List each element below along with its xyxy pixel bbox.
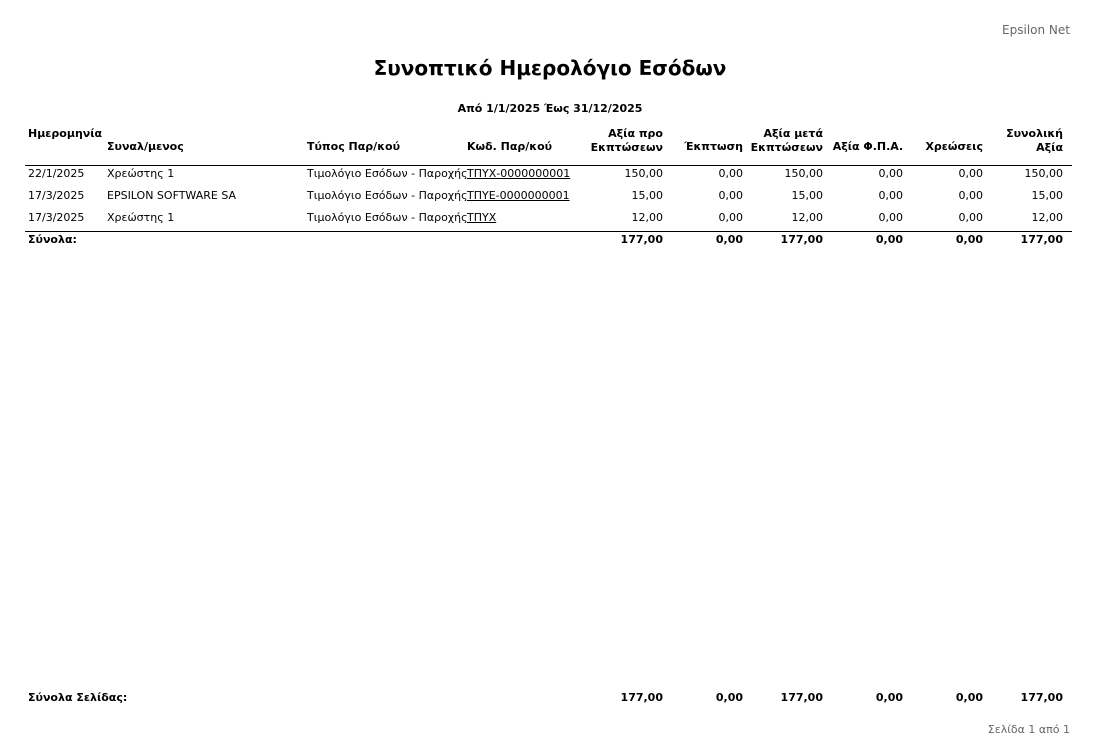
row-post-discount: 150,00 (784, 167, 823, 180)
header-pre-discount (563, 127, 663, 155)
header-divider (25, 165, 1072, 166)
page-number: Σελίδα 1 από 1 (987, 723, 1070, 736)
row-total: 150,00 (1024, 167, 1063, 180)
row-pre-discount: 150,00 (624, 167, 663, 180)
page-totals-post-discount: 177,00 (780, 691, 823, 704)
header-post-discount-line2: Εκπτώσεων (750, 141, 823, 154)
row-date: 22/1/2025 (28, 167, 85, 180)
page-totals-total: 177,00 (1020, 691, 1063, 704)
row-doc-type: Τιμολόγιο Εσόδων - Παροχής (307, 189, 468, 202)
totals-divider (25, 231, 1072, 232)
header-doc-type: Τύπος Παρ/κού (307, 140, 400, 153)
row-party: Χρεώστης 1 (107, 167, 175, 180)
row-doc-code-link[interactable]: ΤΠΥΧ (467, 211, 497, 224)
header-pre-discount-line2: Εκπτώσεων (590, 141, 663, 154)
header-total-line1: Συνολική (1006, 127, 1063, 140)
header-charges: Χρεώσεις (925, 140, 983, 153)
row-post-discount: 15,00 (791, 189, 823, 202)
header-doc-code: Κωδ. Παρ/κού (467, 140, 553, 153)
header-post-discount (743, 127, 823, 155)
header-post-discount-line1: Αξία μετά (763, 127, 823, 140)
row-doc-code-link[interactable]: ΤΠΥΕ-0000000001 (467, 189, 570, 202)
row-total: 15,00 (1031, 189, 1063, 202)
brand-label: Epsilon Net (1002, 23, 1070, 37)
page-totals-pre-discount: 177,00 (620, 691, 663, 704)
totals-discount: 0,00 (715, 233, 743, 246)
report-period: Από 1/1/2025 Έως 31/12/2025 (457, 102, 643, 115)
page-totals-discount: 0,00 (715, 691, 743, 704)
row-discount: 0,00 (718, 189, 743, 202)
totals-post-discount: 177,00 (780, 233, 823, 246)
totals-label: Σύνολα: (28, 233, 77, 246)
row-party: Χρεώστης 1 (107, 211, 175, 224)
row-post-discount: 12,00 (791, 211, 823, 224)
row-total: 12,00 (1031, 211, 1063, 224)
row-party: EPSILON SOFTWARE SA (107, 189, 237, 202)
row-charges: 0,00 (958, 167, 983, 180)
header-total-line2: Αξία (1036, 141, 1063, 154)
row-date: 17/3/2025 (28, 211, 85, 224)
totals-vat: 0,00 (875, 233, 903, 246)
page-totals-charges: 0,00 (955, 691, 983, 704)
header-total (983, 127, 1063, 155)
row-doc-code-link[interactable]: ΤΠΥΧ-0000000001 (467, 167, 571, 180)
row-charges: 0,00 (958, 211, 983, 224)
page-totals-label: Σύνολα Σελίδας: (28, 691, 128, 704)
header-discount: Έκπτωση (684, 140, 743, 153)
row-doc-type: Τιμολόγιο Εσόδων - Παροχής (307, 167, 468, 180)
row-vat: 0,00 (878, 189, 903, 202)
header-date: Ημερομηνία (28, 127, 103, 140)
row-vat: 0,00 (878, 211, 903, 224)
row-date: 17/3/2025 (28, 189, 85, 202)
row-pre-discount: 15,00 (631, 189, 663, 202)
totals-charges: 0,00 (955, 233, 983, 246)
row-discount: 0,00 (718, 211, 743, 224)
row-vat: 0,00 (878, 167, 903, 180)
row-charges: 0,00 (958, 189, 983, 202)
totals-total: 177,00 (1020, 233, 1063, 246)
row-pre-discount: 12,00 (631, 211, 663, 224)
row-discount: 0,00 (718, 167, 743, 180)
page-totals-vat: 0,00 (875, 691, 903, 704)
header-vat: Αξία Φ.Π.Α. (832, 140, 903, 153)
report-title: Συνοπτικό Ημερολόγιο Εσόδων (373, 56, 727, 80)
row-doc-type: Τιμολόγιο Εσόδων - Παροχής (307, 211, 468, 224)
totals-pre-discount: 177,00 (620, 233, 663, 246)
header-party: Συναλ/μενος (107, 140, 184, 153)
header-pre-discount-line1: Αξία προ (608, 127, 663, 140)
